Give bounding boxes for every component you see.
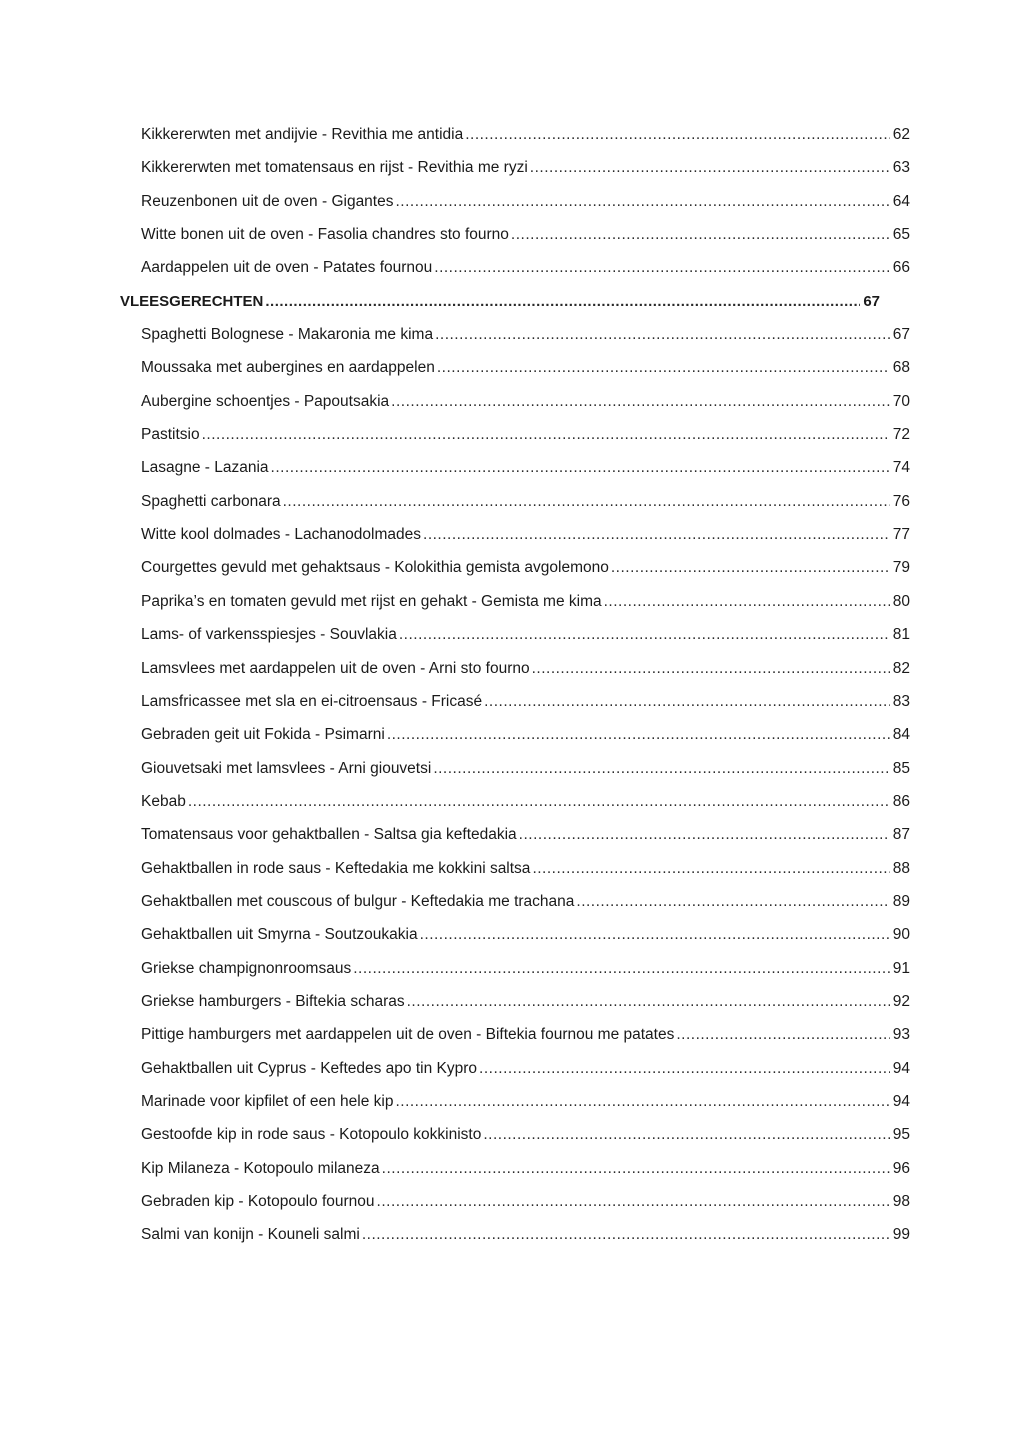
toc-dot-leader (362, 1218, 890, 1251)
toc-page-number: 70 (892, 392, 910, 410)
toc-page-number: 91 (892, 959, 910, 977)
toc-dot-leader (382, 1152, 890, 1185)
toc-entry-title: Reuzenbonen uit de oven - Gigantes (141, 192, 394, 210)
toc-entry[interactable] (120, 885, 910, 918)
toc-entry-title: Griekse hamburgers - Biftekia scharas (141, 992, 405, 1010)
toc-page-number: 76 (892, 492, 910, 510)
toc-dot-leader (437, 351, 890, 384)
toc-dot-leader (511, 218, 890, 251)
toc-page-number: 86 (892, 792, 910, 810)
toc-entry[interactable] (120, 185, 910, 218)
toc-entry-title: Griekse champignonroomsaus (141, 959, 352, 977)
toc-entry-title: Salmi van konijn - Kouneli salmi (141, 1226, 360, 1244)
toc-dot-leader (391, 385, 890, 418)
toc-entry-title: Moussaka met aubergines en aardappelen (141, 359, 435, 377)
toc-dot-leader (434, 251, 889, 284)
toc-entry-title: Kikkererwten met tomatensaus en rijst - Revithia me ryzi (141, 159, 528, 177)
toc-page-number: 85 (892, 759, 910, 777)
toc-dot-leader (433, 752, 889, 785)
toc-entry[interactable] (120, 151, 910, 184)
toc-page-number: 77 (892, 526, 910, 544)
toc-page-number: 93 (892, 1026, 910, 1044)
toc-page-number: 94 (892, 1092, 910, 1110)
toc-entry-title: Spaghetti Bolognese - Makaronia me kima (141, 326, 434, 344)
toc-entry[interactable] (120, 1052, 910, 1085)
toc-entry[interactable] (120, 1085, 910, 1118)
toc-entry[interactable] (120, 251, 910, 284)
toc-entry[interactable] (120, 1152, 910, 1185)
toc-entry[interactable] (120, 118, 910, 151)
toc-entry[interactable] (120, 585, 910, 618)
toc-dot-leader (479, 1052, 890, 1085)
toc-page-number: 92 (892, 992, 910, 1010)
toc-dot-leader (530, 151, 890, 184)
toc-dot-leader (532, 652, 890, 685)
toc-entry-title: Tomatensaus voor gehaktballen - Saltsa gia keftedakia (141, 826, 517, 844)
toc-entry[interactable] (120, 418, 910, 451)
toc-entry[interactable] (120, 1118, 910, 1151)
toc-entry[interactable] (120, 618, 910, 651)
toc-dot-leader (265, 285, 860, 318)
toc-page-number: 66 (892, 259, 910, 277)
toc-entry[interactable] (120, 785, 910, 818)
toc-dot-leader (407, 985, 890, 1018)
toc-page-number: 64 (892, 192, 910, 210)
toc-entry[interactable] (120, 952, 910, 985)
toc-entry-title: Witte kool dolmades - Lachanodolmades (141, 526, 422, 544)
toc-entry[interactable] (120, 685, 910, 718)
toc-entry-title: Gestoofde kip in rode saus - Kotopoulo kokkinisto (141, 1126, 482, 1144)
toc-entry-title: Kikkererwten met andijvie - Revithia me antidia (141, 126, 464, 143)
toc-entry-title: Marinade voor kipfilet of een hele kip (141, 1092, 394, 1110)
toc-entry[interactable] (120, 485, 910, 518)
toc-entry-title: Kebab (141, 792, 186, 810)
toc-page-number: 81 (892, 626, 910, 644)
toc-dot-leader (484, 685, 890, 718)
toc-entry[interactable] (120, 718, 910, 751)
toc-dot-leader (387, 718, 890, 751)
toc-entry[interactable] (120, 218, 910, 251)
toc-page-number: 74 (892, 459, 910, 477)
toc-entry-title: Paprika’s en tomaten gevuld met rijst en gehakt - Gemista me kima (141, 592, 602, 610)
toc-page-number: 72 (892, 426, 910, 444)
toc-page-number: 62 (892, 126, 910, 143)
toc-page-number: 99 (892, 1226, 910, 1244)
toc-page-number: 82 (892, 659, 910, 677)
toc-entry[interactable] (120, 1185, 910, 1218)
toc-page-number: 95 (892, 1126, 910, 1144)
toc-page-number: 65 (892, 226, 910, 244)
toc-dot-leader (377, 1185, 890, 1218)
toc-dot-leader (188, 785, 890, 818)
toc-dot-leader (353, 952, 890, 985)
toc-page-number: 89 (892, 892, 910, 910)
toc-dot-leader (676, 1018, 889, 1051)
toc-entry-title: Lamsfricassee met sla en ei-citroensaus - Fricasé (141, 692, 483, 710)
toc-entry-title: Lamsvlees met aardappelen uit de oven - Arni sto fourno (141, 659, 530, 677)
toc-entry-title: Pastitsio (141, 426, 200, 444)
toc-entry-title: Aubergine schoentjes - Papoutsakia (141, 392, 390, 410)
toc-page-number: 90 (892, 926, 910, 944)
toc-entry-title: Giouvetsaki met lamsvlees - Arni giouvetsi (141, 759, 432, 777)
toc-entry-title: Aardappelen uit de oven - Patates fournou (141, 259, 433, 277)
toc-page-number: 63 (892, 159, 910, 177)
toc-entry[interactable] (120, 985, 910, 1018)
toc-entry-title: Gehaktballen in rode saus - Keftedakia me kokkini saltsa (141, 859, 531, 877)
toc-entry-title: Pittige hamburgers met aardappelen uit de oven - Biftekia fournou me patates (141, 1026, 675, 1044)
toc-entry-title: Witte bonen uit de oven - Fasolia chandres sto fourno (141, 226, 509, 244)
toc-dot-leader (420, 918, 890, 951)
toc-dot-leader (611, 551, 890, 584)
toc-dot-leader (435, 318, 890, 351)
toc-dot-leader (532, 852, 889, 885)
toc-dot-leader (283, 485, 890, 518)
toc-page-number: 96 (892, 1159, 910, 1177)
toc-page-number: 83 (892, 692, 910, 710)
toc-entry[interactable] (120, 351, 910, 384)
toc-entry-title: Gehaktballen uit Smyrna - Soutzoukakia (141, 926, 418, 944)
toc-page-number: 98 (892, 1193, 910, 1210)
toc-entry-title: Gehaktballen met couscous of bulgur - Keftedakia me trachana (141, 892, 575, 910)
toc-entry[interactable] (120, 852, 910, 885)
toc-entry-title: Lasagne - Lazania (141, 459, 269, 477)
toc-entry[interactable] (120, 1218, 910, 1251)
toc-dot-leader (423, 518, 890, 551)
toc-entry[interactable] (120, 518, 910, 551)
table-of-contents (120, 118, 910, 1252)
toc-entry-title: Gebraden kip - Kotopoulo fournou (141, 1193, 375, 1210)
toc-dot-leader (202, 418, 890, 451)
toc-dot-leader (465, 118, 890, 151)
toc-dot-leader (576, 885, 889, 918)
toc-page-number: 67 (892, 326, 910, 344)
toc-entry-title: Courgettes gevuld met gehaktsaus - Kolokithia gemista avgolemono (141, 559, 609, 577)
toc-entry[interactable] (120, 385, 910, 418)
toc-page-number: 84 (892, 726, 910, 744)
toc-entry[interactable] (120, 318, 910, 351)
toc-page-number: 68 (892, 359, 910, 377)
toc-page-number: 79 (892, 559, 910, 577)
toc-dot-leader (399, 618, 890, 651)
toc-dot-leader (519, 818, 890, 851)
toc-entry[interactable] (120, 918, 910, 951)
toc-page-number: 80 (892, 592, 910, 610)
toc-entry-title: Gebraden geit uit Fokida - Psimarni (141, 726, 385, 744)
toc-page-number: 67 (863, 292, 880, 310)
toc-entry[interactable] (120, 1018, 910, 1051)
toc-dot-leader (395, 185, 889, 218)
toc-dot-leader (395, 1085, 889, 1118)
toc-entry-title: VLEESGERECHTEN (120, 292, 264, 310)
toc-page-number: 87 (892, 826, 910, 844)
toc-page-number: 88 (892, 859, 910, 877)
toc-entry-title: Kip Milaneza - Kotopoulo milaneza (141, 1159, 380, 1177)
toc-entry[interactable] (120, 451, 910, 484)
toc-dot-leader (483, 1118, 889, 1151)
toc-entry[interactable] (120, 818, 910, 851)
toc-section-heading[interactable] (120, 285, 880, 318)
toc-entry-title: Spaghetti carbonara (141, 492, 281, 510)
toc-entry-title: Gehaktballen uit Cyprus - Keftedes apo tin Kypro (141, 1059, 478, 1077)
toc-entry[interactable] (120, 752, 910, 785)
toc-dot-leader (271, 451, 890, 484)
toc-entry[interactable] (120, 652, 910, 685)
toc-entry-title: Lams- of varkensspiesjes - Souvlakia (141, 626, 397, 644)
toc-entry[interactable] (120, 551, 910, 584)
toc-page-number: 94 (892, 1059, 910, 1077)
toc-dot-leader (604, 585, 890, 618)
